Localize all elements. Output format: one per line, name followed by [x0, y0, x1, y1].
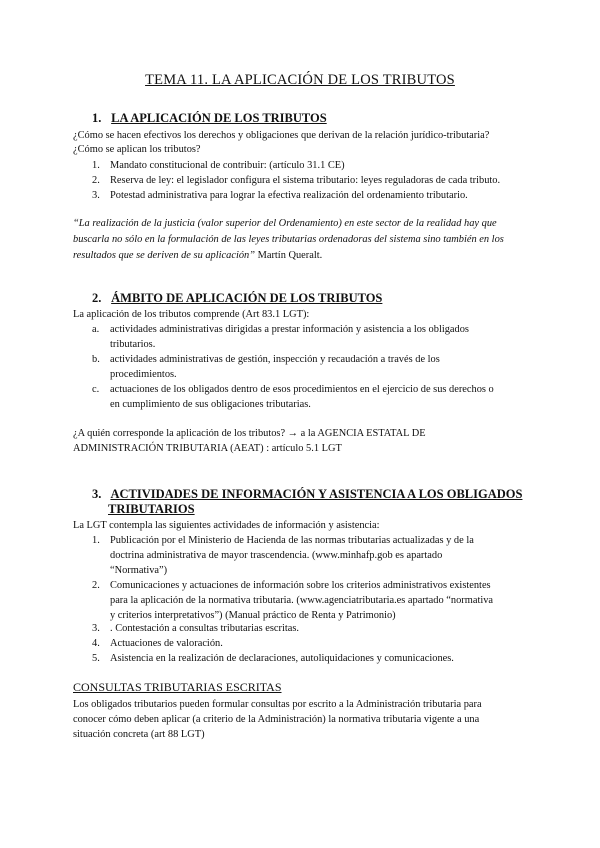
paragraph: ¿Cómo se aplican los tributos?: [73, 144, 201, 155]
list-item: [92, 578, 494, 623]
section-2-heading: [92, 291, 382, 306]
section-title: LA APLICACIÓN DE LOS TRIBUTOS: [111, 111, 327, 125]
paragraph: situación concreta (art 88 LGT): [73, 729, 205, 740]
list-item-text: Potestad administrativa para lograr la efectiva realización del ordenamiento tributario.: [110, 190, 468, 201]
list-item-text: Mandato constitucional de contribuir: (artículo 31.1 CE): [110, 160, 345, 171]
section-title: ÁMBITO DE APLICACIÓN DE LOS TRIBUTOS: [111, 291, 383, 305]
page-title: TEMA 11. LA APLICACIÓN DE LOS TRIBUTOS: [145, 72, 455, 88]
list-item-text: y criterios interpretativos”) (Manual práctico de Renta y Patrimonio): [110, 610, 396, 621]
paragraph: Los obligados tributarios pueden formular consultas por escrito a la Administración tributaria para: [73, 699, 482, 710]
list-item-text: para la aplicación de la normativa tributaria. (www.agenciatributaria.es apartado “normativa: [110, 595, 494, 606]
section-1-heading: [92, 111, 327, 126]
quote-text: “La realización de la justicia (valor superior del Ordenamiento) en este sector de la realidad hay que buscarla no sólo en la formulación de las leyes tributarias ordenadoras del sistema sino también en los resultados que se deriven de su aplicación”: [73, 218, 504, 261]
paragraph: conocer cómo deben aplicar (a criterio de la Administración) la normativa tributaria vigente a una: [73, 714, 480, 725]
list-item: [92, 322, 469, 352]
list-item-text: Comunicaciones y actuaciones de información sobre los criterios administrativos existentes: [110, 580, 491, 591]
list-marker: a.: [92, 324, 100, 335]
list-item-text: . Contestación a consultas tributarias escritas.: [110, 623, 299, 634]
list-item-text: en cumplimiento de sus obligaciones tributarias.: [110, 399, 311, 410]
list-item: [92, 382, 494, 412]
paragraph: La LGT contempla las siguientes actividades de información y asistencia:: [73, 520, 380, 531]
section-number: 1.: [92, 111, 102, 125]
list-item-text: doctrina administrativa de mayor trascendencia. (www.minhafp.gob es apartado: [110, 550, 443, 561]
section-3-heading-cont: [108, 502, 195, 517]
section-title: TRIBUTARIOS: [108, 502, 195, 516]
list-marker: 3.: [92, 623, 100, 634]
list-item: [92, 188, 468, 203]
list-item: [92, 636, 223, 651]
list-item-text: procedimientos.: [110, 369, 177, 380]
list-marker: 5.: [92, 653, 100, 664]
quote-author: Martín Queralt.: [257, 250, 323, 261]
list-item-text: Publicación por el Ministerio de Hacienda de las normas tributarias actualizadas y de la: [110, 535, 474, 546]
list-item-text: Asistencia en la realización de declaraciones, autoliquidaciones y comunicaciones.: [110, 653, 454, 664]
list-item: [92, 621, 299, 636]
list-marker: 3.: [92, 190, 100, 201]
paragraph: ¿Cómo se hacen efectivos los derechos y obligaciones que derivan de la relación jurídico-tributaria?: [73, 130, 490, 141]
quote-block: [73, 216, 533, 264]
list-item-text: “Normativa”): [110, 565, 168, 576]
list-marker: 1.: [92, 160, 100, 171]
list-item: [92, 158, 345, 173]
list-item: [92, 651, 454, 666]
paragraph: La aplicación de los tributos comprende (Art 83.1 LGT):: [73, 309, 310, 320]
section-number: 3.: [92, 487, 102, 501]
list-marker: 4.: [92, 638, 100, 649]
list-item-text: Actuaciones de valoración.: [110, 638, 223, 649]
list-item-text: actividades administrativas dirigidas a prestar información y asistencia a los obligados: [110, 324, 469, 335]
list-marker: 2.: [92, 580, 100, 591]
section-number: 2.: [92, 291, 102, 305]
section-title: ACTIVIDADES DE INFORMACIÓN Y ASISTENCIA A LOS OBLIGADOS: [110, 487, 523, 501]
paragraph: ADMINISTRACIÓN TRIBUTARIA (AEAT) : artículo 5.1 LGT: [73, 443, 342, 454]
list-item-text: actividades administrativas de gestión, inspección y recaudación a través de los: [110, 354, 440, 365]
subsection-heading: CONSULTAS TRIBUTARIAS ESCRITAS: [73, 680, 282, 694]
list-item: [92, 352, 440, 382]
list-item-text: actuaciones de los obligados dentro de esos procedimientos en el ejercicio de sus derechos o: [110, 384, 494, 395]
list-item-text: Reserva de ley: el legislador configura el sistema tributario: leyes reguladoras de cada tributo.: [110, 175, 501, 186]
paragraph: ¿A quién corresponde la aplicación de los tributos? → a la AGENCIA ESTATAL DE: [73, 428, 426, 439]
list-marker: c.: [92, 384, 100, 395]
list-item: [92, 533, 474, 578]
list-marker: 2.: [92, 175, 100, 186]
list-marker: 1.: [92, 535, 100, 546]
section-3-heading: [92, 487, 522, 502]
list-item: [92, 173, 501, 188]
list-marker: b.: [92, 354, 100, 365]
list-item-text: tributarios.: [110, 339, 156, 350]
